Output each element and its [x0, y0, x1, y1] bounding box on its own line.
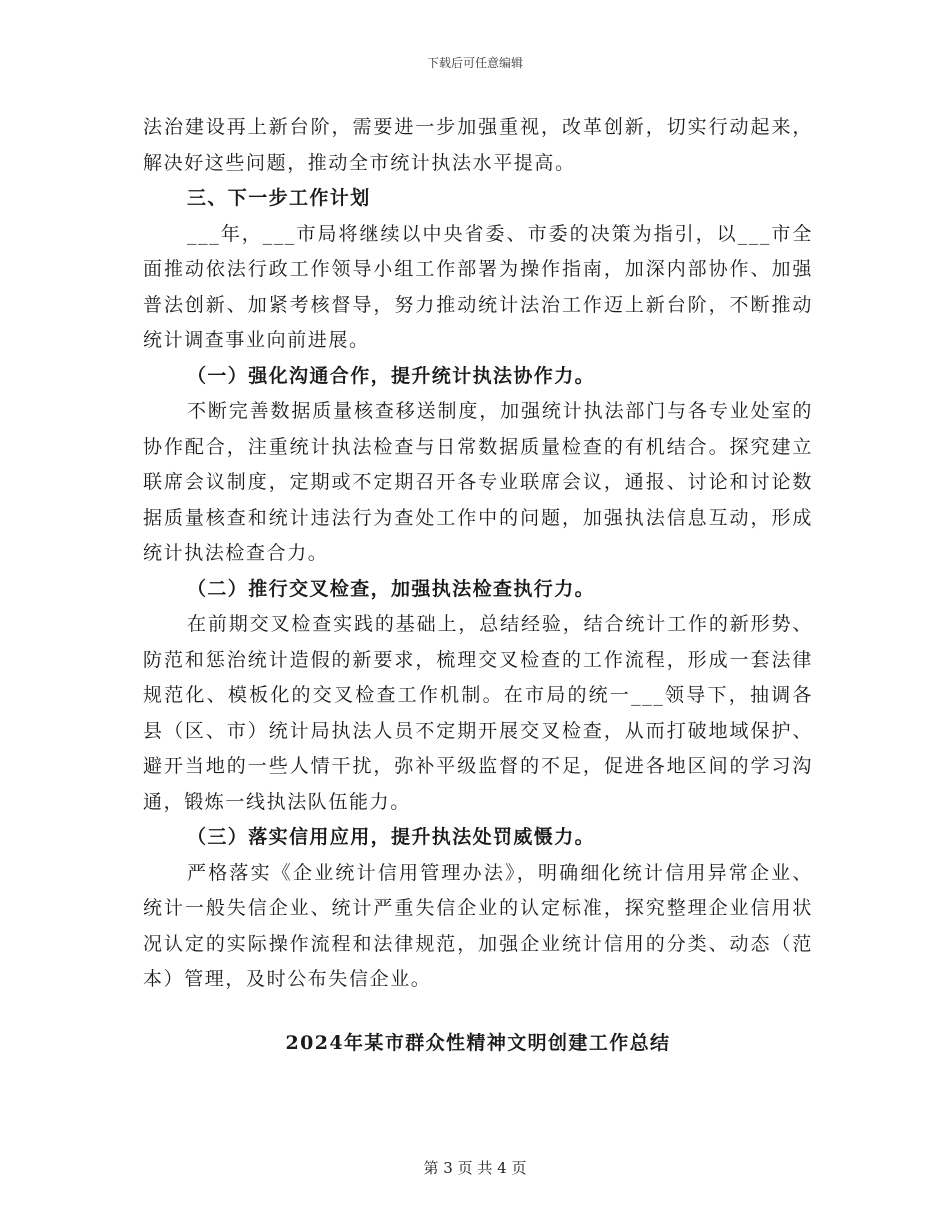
subheading-credit: （三）落实信用应用，提升执法处罚威慑力。: [187, 826, 596, 848]
subheading-cross-inspection: （二）推行交叉检查，加强执法检查执行力。: [187, 577, 596, 600]
document-body: [143, 110, 813, 1061]
paragraph-credit: 严格落实《企业统计信用管理办法》，明确细化统计信用异常企业、统计一般失信企业、统计严重失信企业的认定标准，探究整理企业信用状况认定的实际操作流程和法律规范，加强企业统计信用的分类、动态（范本）管理，及时公布失信企业。: [143, 861, 813, 990]
paragraph-communication: 不断完善数据质量核查移送制度，加强统计执法部门与各专业处室的协作配合，注重统计执法检查与日常数据质量检查的有机结合。探究建立联席会议制度，定期或不定期召开各专业联席会议，通报、讨论和讨论数据质量核查和统计违法行为查处工作中的问题，加强执法信息互动，形成统计执法检查合力。: [143, 400, 813, 564]
page-header: 下载后可任意编辑: [426, 56, 523, 70]
paragraph-plan-intro: ___年，___市局将继续以中央省委、市委的决策为指引，以___市全面推动依法行政工作领导小组工作部署为操作指南，加深内部协作、加强普法创新、加紧考核督导，努力推动统计法治工作迈上新台阶，不断推动统计调查事业向前进展。: [143, 222, 813, 351]
subheading-communication: （一）强化沟通合作，提升统计执法协作力。: [187, 364, 596, 387]
page-number: 第 3 页 共 4 页: [423, 1159, 527, 1177]
section-heading-next-plan: 三、下一步工作计划: [187, 187, 371, 209]
paragraph-cross-inspection: 在前期交叉检查实践的基础上，总结经验，结合统计工作的新形势、防范和惩治统计造假的新要求，梳理交叉检查的工作流程，形成一套法律规范化、模板化的交叉检查工作机制。在市局的统一___领导下，抽调各县（区、市）统计局执法人员不定期开展交叉检查，从而打破地域保护、避开当地的一些人情干扰，弥补平级监督的不足，促进各地区间的学习沟通，锻炼一线执法队伍能力。: [143, 613, 813, 813]
paragraph-continuation: 法治建设再上新台阶，需要进一步加强重视，改革创新，切实行动起来，解决好这些问题，推动全市统计执法水平提高。: [143, 116, 813, 174]
next-document-title: 2024年某市群众性精神文明创建工作总结: [285, 1031, 671, 1054]
